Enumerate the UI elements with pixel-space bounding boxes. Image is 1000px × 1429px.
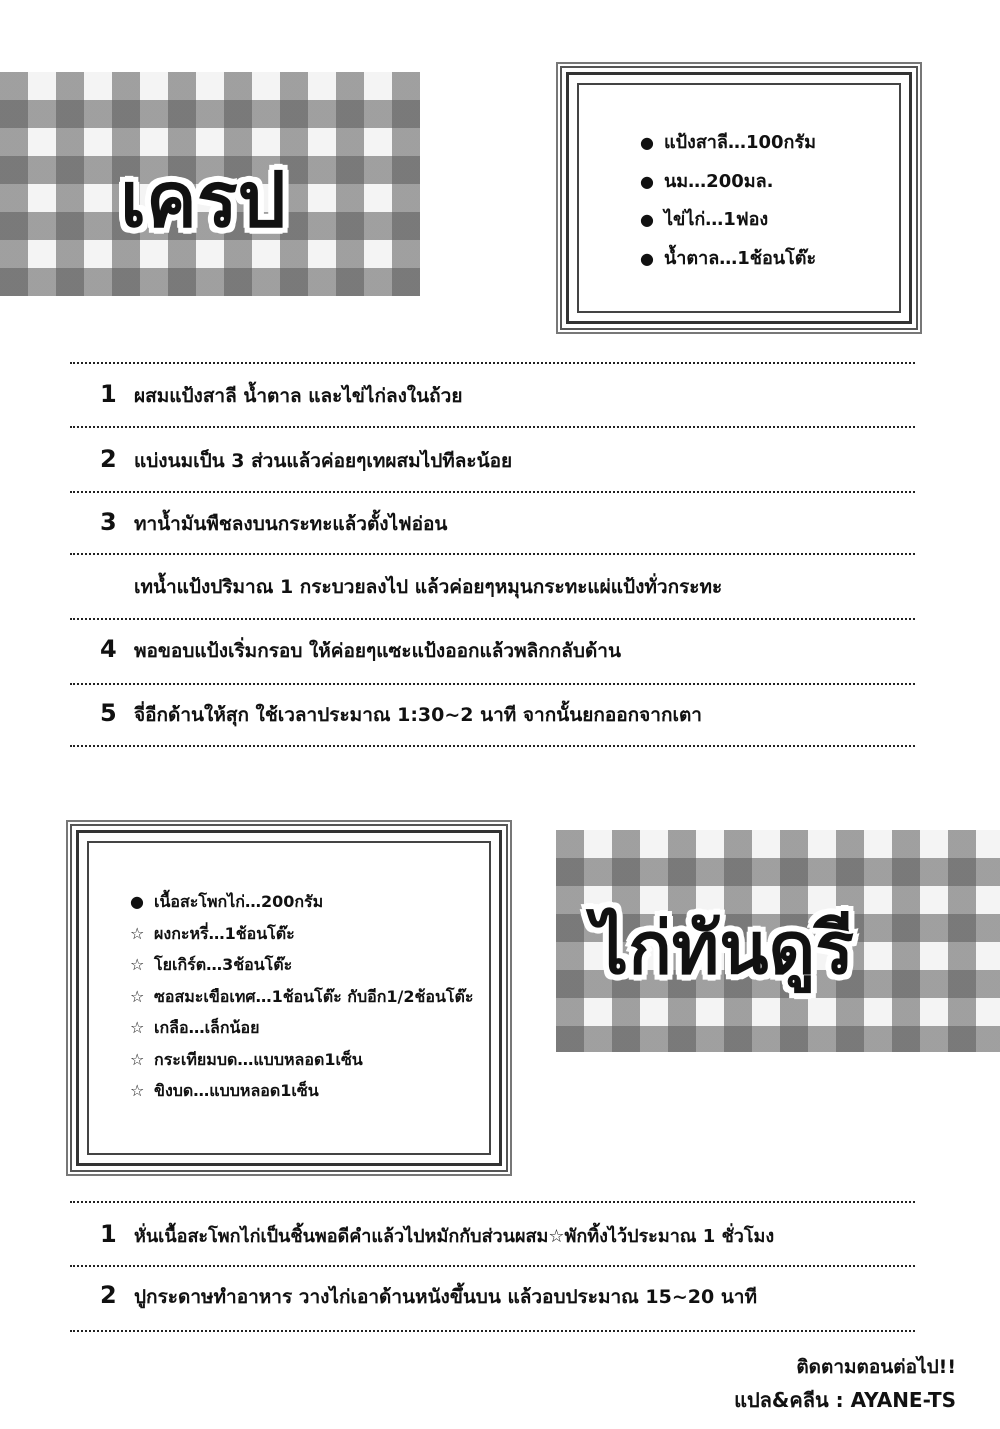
ingredient-text: นม…200มล. (664, 170, 774, 192)
star-icon: ☆ (130, 923, 145, 943)
tandoori-step (100, 1220, 774, 1250)
crepe-step (100, 572, 722, 602)
step-text: ทาน้ำมันพืชลงบนกระทะแล้วตั้งไฟอ่อน (134, 513, 448, 535)
ingredient-text: ซอสมะเขือเทศ…1ช้อนโต๊ะ กับอีก1/2ช้อนโต๊ะ (154, 986, 474, 1006)
ingredient-item (130, 1012, 473, 1044)
star-icon: ☆ (130, 1081, 145, 1100)
ingredient-item (640, 163, 816, 202)
dotted-divider (70, 683, 915, 685)
step-text: เทน้ำแป้งปริมาณ 1 กระบวยลงไป แล้วค่อยๆหมุนกระทะแผ่แป้งทั่วกระทะ (134, 576, 723, 598)
dotted-divider (70, 553, 915, 555)
star-icon: ☆ (130, 986, 145, 1006)
ingredient-text: เกลือ…เล็กน้อย (154, 1018, 260, 1037)
to-be-continued: ติดตามตอนต่อไป!! (796, 1356, 956, 1378)
ingredient-item (130, 981, 473, 1013)
ingredient-text: โยเกิร์ต…3ช้อนโต๊ะ (154, 955, 293, 974)
ingredient-item (640, 240, 816, 279)
tandoori-ingredients-list (130, 886, 473, 1107)
dotted-divider (70, 426, 915, 428)
step-number: 4 (100, 635, 117, 663)
star-icon: ☆ (130, 955, 145, 974)
tandoori-step (100, 1281, 757, 1312)
ingredient-text: ขิงบด…แบบหลอด1เซ็น (154, 1081, 319, 1100)
bullet-icon: ● (640, 133, 654, 152)
step-text: ปูกระดาษทำอาหาร วางไก่เอาด้านหนังขึ้นบน แล้วอบประมาณ 15~20 นาที (134, 1286, 758, 1308)
ingredient-item (130, 949, 473, 981)
bullet-icon: ● (640, 210, 654, 229)
crepe-ingredients-list (640, 124, 816, 278)
ingredient-text: กระเทียมบด…แบบหลอด1เซ็น (154, 1049, 363, 1069)
crepe-step (100, 635, 621, 666)
step-number: 3 (100, 508, 117, 536)
ingredient-text: แป้งสาลี…100กรัม (664, 132, 816, 153)
crepe-step (100, 508, 447, 539)
bullet-icon: ● (640, 248, 654, 268)
step-text: จี่อีกด้านให้สุก ใช้เวลาประมาณ 1:30~2 นาที จากนั้นยกออกจากเตา (134, 704, 702, 726)
step-number: 5 (100, 699, 117, 727)
ingredient-text: เนื้อสะโพกไก่…200กรัม (154, 892, 324, 911)
crepe-title: เครป (120, 155, 286, 244)
ingredient-text: ผงกะหรี่…1ช้อนโต๊ะ (154, 923, 295, 943)
ingredient-item (130, 1044, 473, 1076)
star-icon: ☆ (130, 1049, 145, 1069)
star-icon: ☆ (130, 1018, 145, 1037)
step-text: หั่นเนื้อสะโพกไก่เป็นชิ้นพอดีคำแล้วไปหมักกับส่วนผสม☆พักทิ้งไว้ประมาณ 1 ชั่วโมง (134, 1226, 775, 1247)
dotted-divider (70, 1330, 915, 1332)
tandoori-title: ไก่ทันดูรี (592, 906, 854, 990)
crepe-step (100, 699, 702, 730)
step-text: พอขอบแป้งเริ่มกรอบ ให้ค่อยๆแซะแป้งออกแล้วพลิกกลับด้าน (134, 640, 621, 662)
dotted-divider (70, 491, 915, 493)
step-number: 2 (100, 445, 117, 473)
ingredient-item (130, 918, 473, 950)
dotted-divider (70, 1201, 915, 1203)
bullet-icon: ● (130, 892, 144, 911)
crepe-step (100, 380, 462, 411)
dotted-divider (70, 618, 915, 620)
ingredient-item (130, 886, 473, 918)
step-number: 2 (100, 1281, 117, 1309)
step-text: ผสมแป้งสาลี น้ำตาล และไข่ไก่ลงในถ้วย (134, 385, 463, 407)
ingredient-text: น้ำตาล…1ช้อนโต๊ะ (664, 247, 817, 269)
step-text: แบ่งนมเป็น 3 ส่วนแล้วค่อยๆเทผสมไปทีละน้อย (134, 450, 513, 472)
ingredient-item (640, 124, 816, 163)
dotted-divider (70, 362, 915, 364)
dotted-divider (70, 745, 915, 747)
ingredient-item (130, 1075, 473, 1107)
ingredient-text: ไข่ไก่…1ฟอง (664, 209, 769, 230)
crepe-step (100, 445, 512, 476)
step-number: 1 (100, 1220, 117, 1248)
step-number: 1 (100, 380, 117, 408)
translator-credit: แปล&คลีน : AYANE-TS (734, 1388, 956, 1412)
ingredient-item (640, 201, 816, 240)
bullet-icon: ● (640, 171, 654, 191)
dotted-divider (70, 1265, 915, 1267)
